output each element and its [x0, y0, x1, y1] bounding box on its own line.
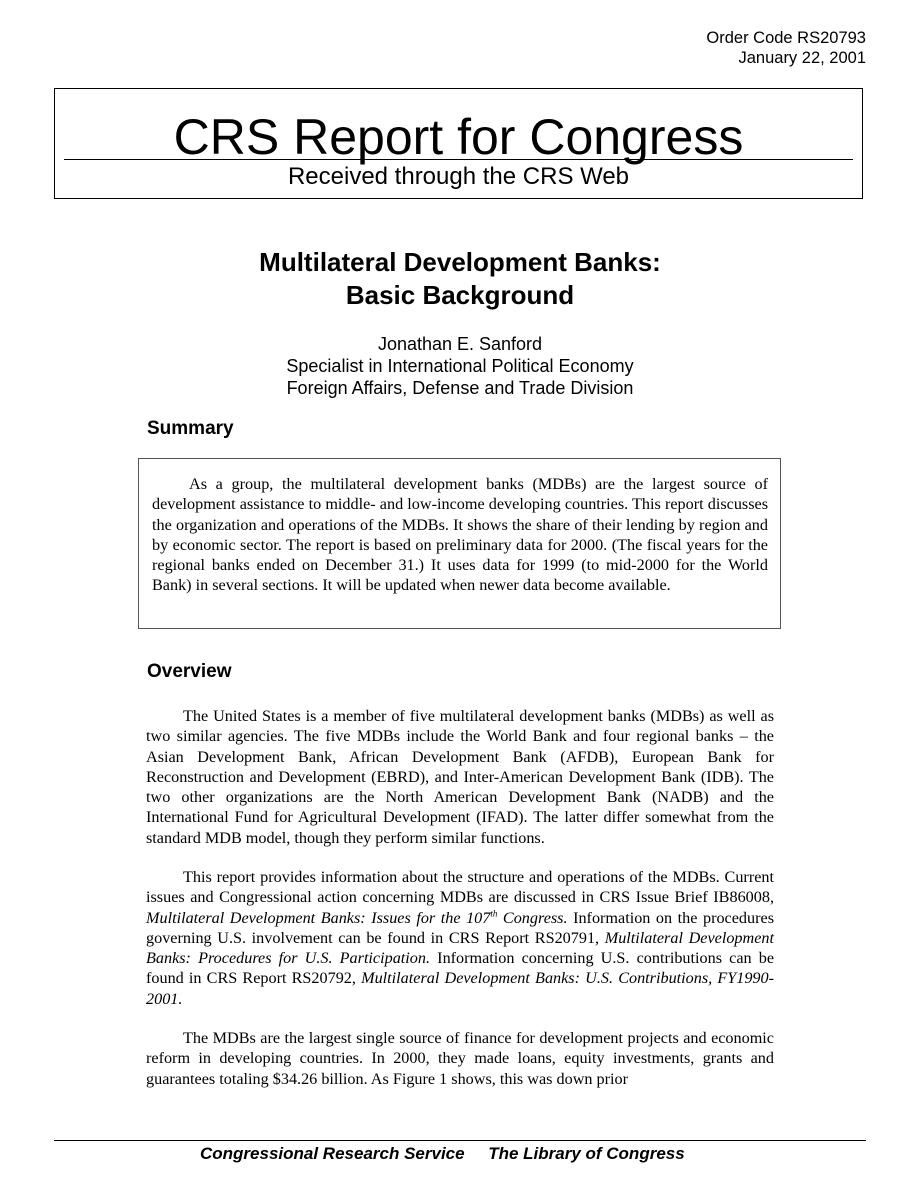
footer-loc: The Library of Congress [488, 1144, 685, 1163]
order-code: Order Code RS20793 [706, 29, 866, 47]
overview-heading: Overview [147, 661, 232, 682]
overview-paragraph-1: The United States is a member of five multilateral development banks (MDBs) as well as two similar agencies. The five MDBs include the World Bank and four regional banks – the Asian Development Bank, African Development Bank (AFDB), European Bank for Reconstruction and Development (EBRD), and Inter-American Development Bank (IDB). The two other organizations are the North American Development Bank (NADB) and the International Fund for Agricultural Development (IFAD). The latter differ somewhat from the standard MDB model, though they perform similar functions. [146, 707, 774, 847]
para2-text-1: This report provides information about the structure and operations of the MDBs. Current issues and Congressional action concerning MDBs are discussed in CRS Issue Brief IB86008, [146, 868, 774, 907]
report-title [0, 246, 920, 312]
report-title-line2: Basic Background [345, 280, 575, 310]
ordinal-suffix: th [490, 908, 498, 919]
author-block [0, 333, 920, 399]
order-info [706, 28, 866, 68]
banner-title: CRS Report for Congress [173, 109, 744, 165]
para2-text-2: Information on the procedures governing U.S. involvement can be found in CRS Report RS20791, [146, 908, 774, 947]
overview-paragraph-2 [146, 867, 774, 1009]
author-name: Jonathan E. Sanford [377, 334, 543, 354]
para2-text-3: Information concerning U.S. contributions can be found in CRS Report RS20792, [146, 949, 775, 988]
banner-divider [64, 159, 853, 160]
report-title-line1: Multilateral Development Banks: [259, 247, 661, 277]
footer [200, 1143, 685, 1165]
procedures-report-title: Multilateral Development Banks: Procedures for U.S. Participation. [146, 928, 774, 968]
summary-box [138, 458, 781, 629]
issue-brief-title: Multilateral Development Banks: Issues for the 107th Congress. [146, 908, 568, 927]
contributions-report-title: Multilateral Development Banks: U.S. Contributions, FY1990-2001. [146, 969, 774, 1008]
summary-text: As a group, the multilateral development banks (MDBs) are the largest source of development assistance to middle- and low-income developing countries. This report discusses the organization and operations of the MDBs. It shows the share of their lending by region and by economic sector. The report is based on preliminary data for 2000. (The fiscal years for the regional banks ended on December 31.) It uses data for 1999 (to mid-2000 for the World Bank) in several sections. It will be updated when newer data become available. [152, 475, 768, 595]
summary-heading: Summary [147, 418, 234, 439]
overview-paragraph-3: The MDBs are the largest single source of finance for development projects and economic reform in developing countries. In 2000, they made loans, equity investments, grants and guarantees totaling $34.26 billion. As Figure 1 shows, this was down prior [146, 1029, 774, 1088]
footer-crs: Congressional Research Service [200, 1144, 465, 1163]
author-title: Specialist in International Political Economy [286, 356, 634, 376]
banner-subtitle: Received through the CRS Web [287, 163, 630, 190]
report-date: January 22, 2001 [738, 49, 866, 67]
footer-divider [54, 1140, 866, 1141]
crs-banner [54, 88, 863, 199]
author-division: Foreign Affairs, Defense and Trade Division [286, 378, 634, 398]
